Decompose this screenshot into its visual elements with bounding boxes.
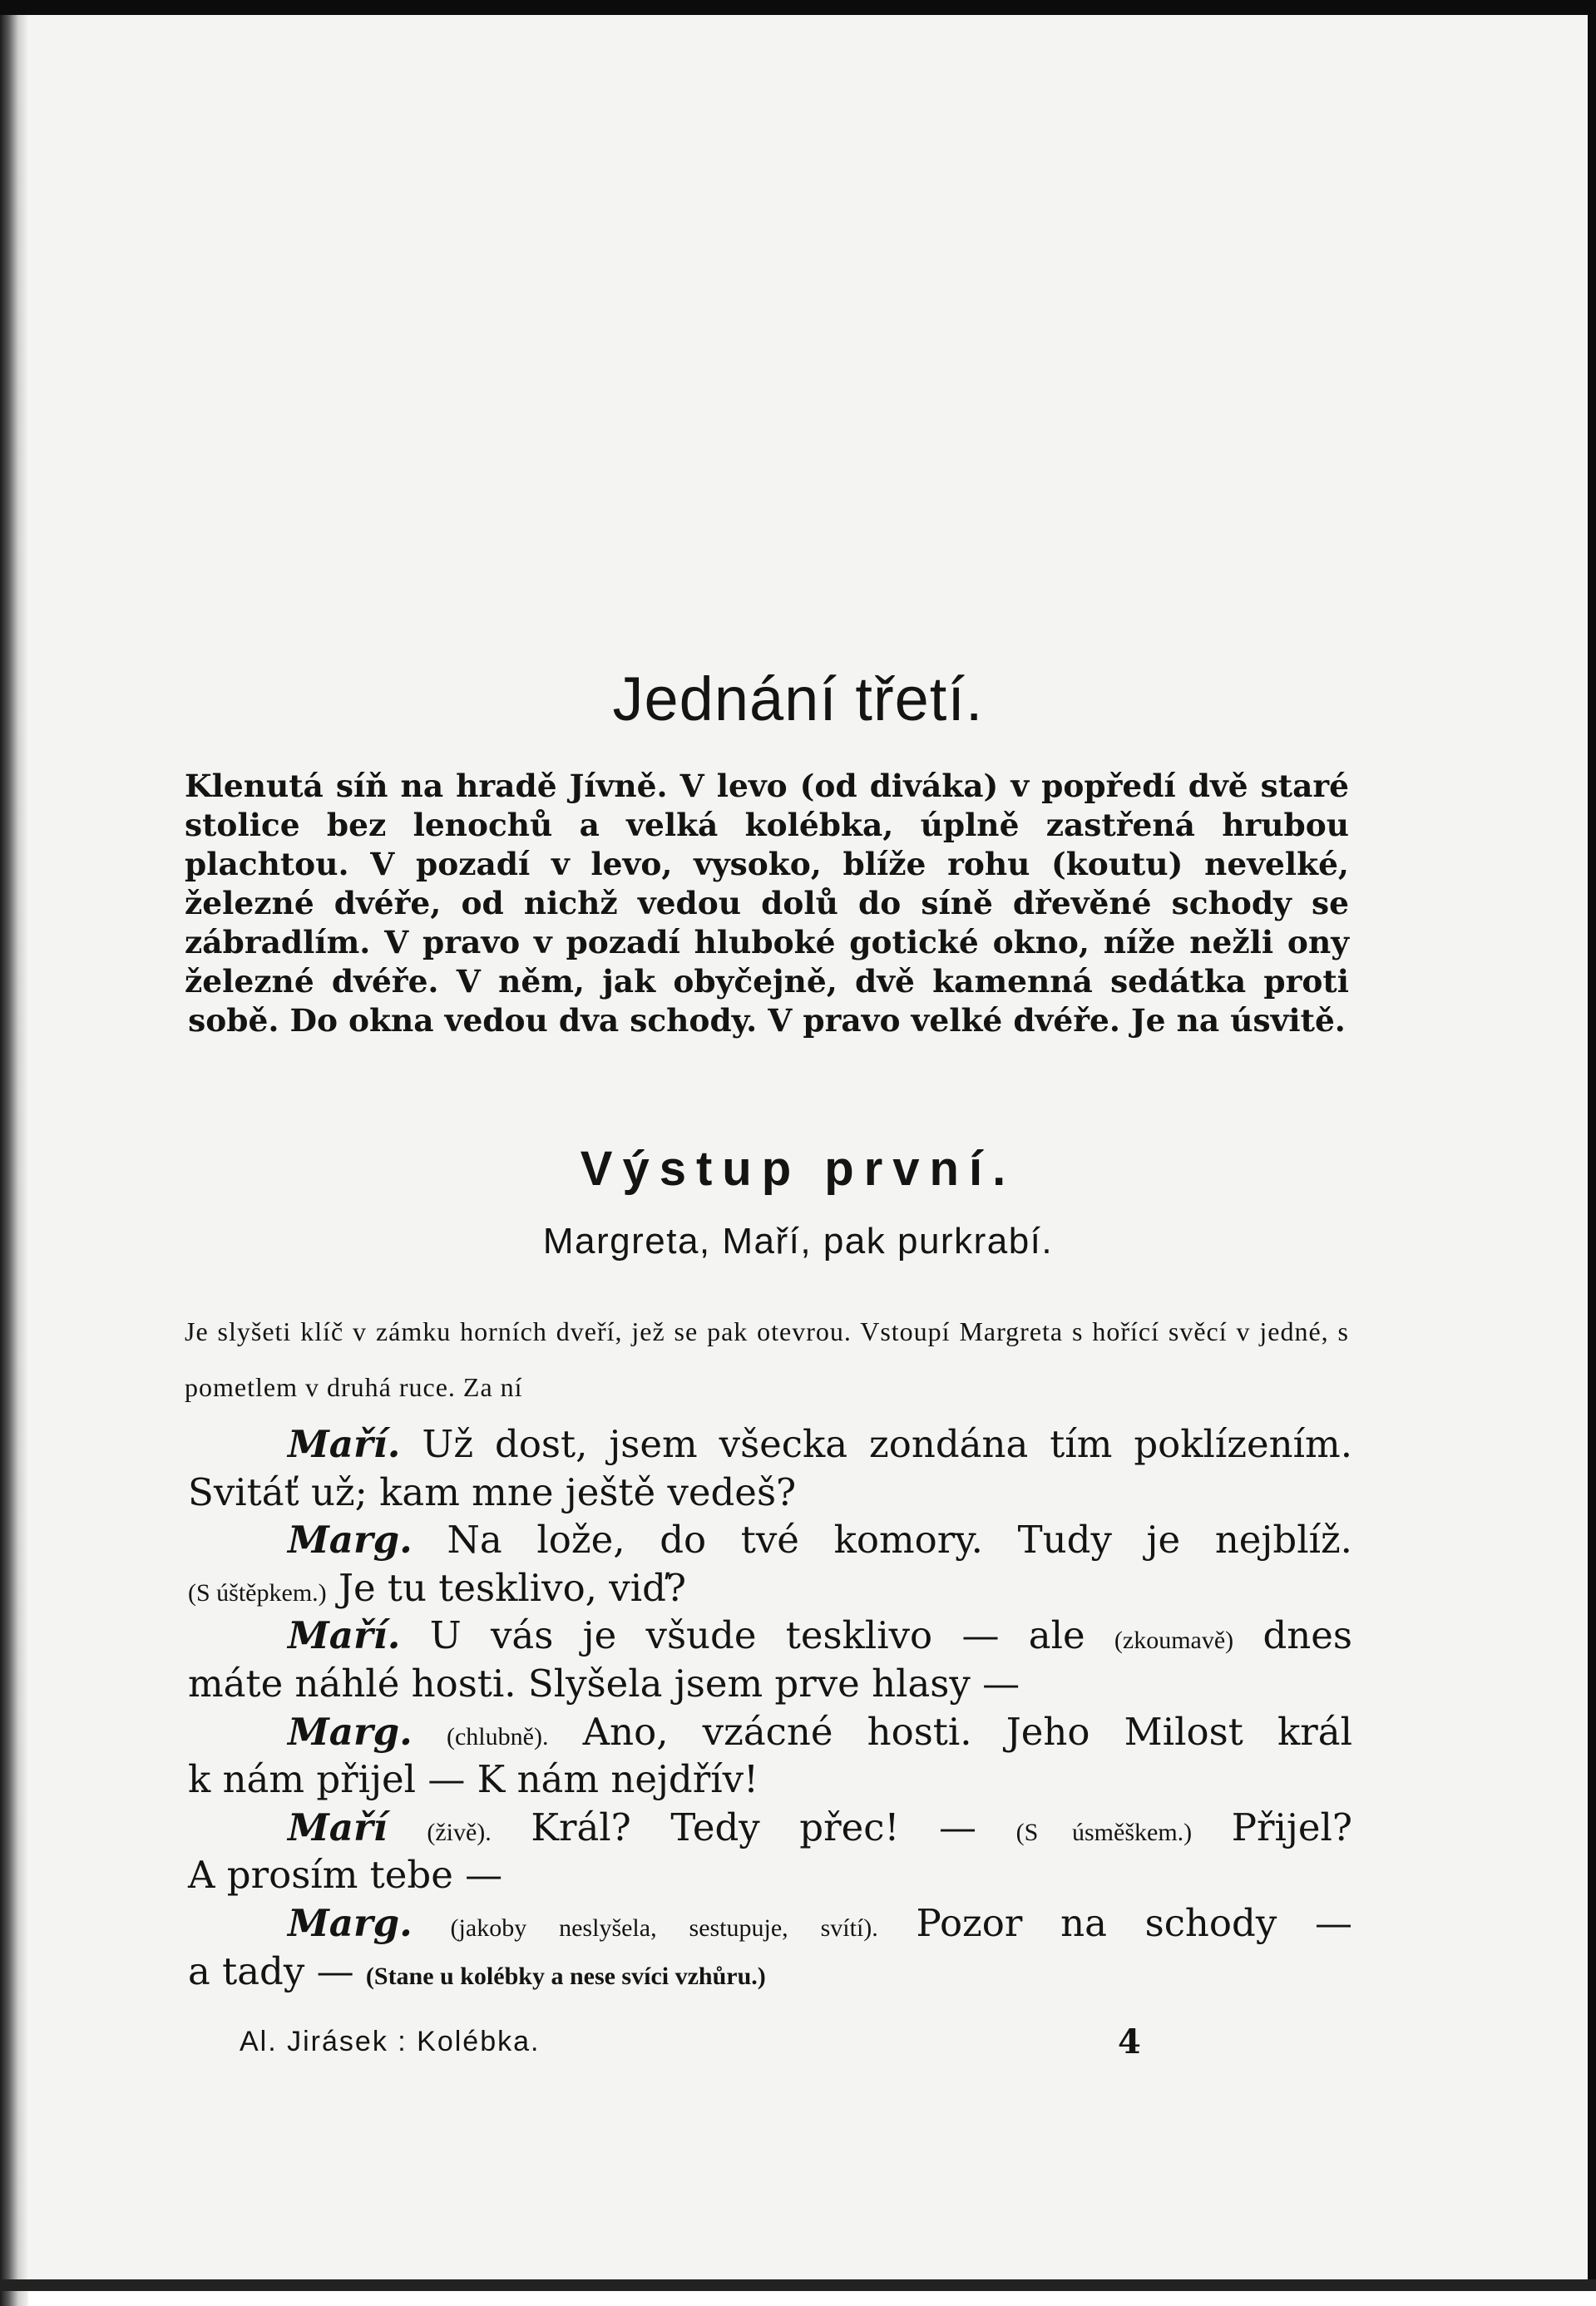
dialogue-line — [188, 1708, 1352, 1756]
page-number: 4 — [1118, 2022, 1141, 2062]
dialogue-text: Už dost, jsem všecka zondána tím poklízením. — [400, 1422, 1352, 1466]
speaker-name: Marg. — [288, 1518, 413, 1563]
footer-author-title: Al. Jirásek : Kolébka. — [240, 2026, 541, 2057]
stage-direction: Je slyšeti klíč v zámku horních dveří, jež se pak otevrou. Vstoupí Margreta s hořící svěcí v jedné, s pometlem v druhá ruce. Za ní — [185, 1316, 1349, 1402]
scene-characters: Margreta, Maří, pak purkrabí. — [542, 1221, 1054, 1262]
dialogue-text: máte náhlé hosti. Slyšela jsem prve hlasy — — [188, 1661, 1020, 1706]
dialogue-text: Král? Tedy přec! — — [491, 1805, 1016, 1849]
stage-aside: (jakoby neslyšela, sestupuje, svítí). — [450, 1913, 878, 1942]
dialogue-text: Ano, vzácné hosti. Jeho Milost král — [548, 1709, 1352, 1754]
page-bottom-edge — [0, 2279, 1596, 2291]
speaker-name: Marg. — [288, 1709, 413, 1754]
dialogue-text: k nám přijel — K nám nejdřív! — [188, 1757, 759, 1802]
act-title: Jednání třetí. — [612, 664, 984, 733]
stage-aside: (Stane u kolébky a nese svíci vzhůru.) — [365, 1962, 766, 1990]
dialogue-line — [188, 1516, 1352, 1564]
speaker-name: Maří — [288, 1805, 388, 1849]
dialogue-line — [188, 1899, 1352, 1948]
speaker-name: Maří. — [288, 1613, 401, 1658]
dialogue-text: Přijel? — [1192, 1805, 1352, 1849]
dialogue-text: U vás je všude tesklivo — ale — [400, 1613, 1114, 1658]
speaker-name: Marg. — [288, 1900, 413, 1945]
dialogue-text: Na lože, do tvé komory. Tudy je nejblíž. — [412, 1518, 1352, 1563]
dialogue-text: A prosím tebe — — [188, 1853, 503, 1898]
dialogue-line — [188, 1948, 1352, 1996]
dialogue-line — [188, 1804, 1352, 1852]
setting-description: Klenutá síň na hradě Jívně. V levo (od diváka) v popředí dvě staré stolice bez lenochů a velká kolébka, úplně zastřená hrubou plachtou. V pozadí v levo, vysoko, blíže rohu (koutu) nevelké, železné dvéře, od nichž vedou dolů do síně dřevěné schody se zábradlím. V pravo v pozadí hluboké gotické okno, níže nežli ony železné dvéře. V něm, jak obyčejně, dvě kamenná sedátka proti sobě. Do okna vedou dva schody. V pravo velké dvéře. Je na úsvitě. — [185, 768, 1349, 1039]
dialogue-line — [188, 1612, 1352, 1660]
dialogue — [188, 1420, 1352, 1995]
stage-aside: (zkoumavě) — [1114, 1627, 1234, 1655]
dialogue-line — [188, 1660, 1352, 1708]
dialogue-line — [188, 1564, 1352, 1612]
dialogue-line — [188, 1420, 1352, 1469]
stage-aside: (živě). — [427, 1818, 492, 1846]
stage-aside: (S úštěpkem.) — [188, 1578, 327, 1607]
dialogue-line — [188, 1851, 1352, 1899]
dialogue-text: Je tu tesklivo, viď? — [326, 1565, 687, 1610]
scene-title: Výstup první. — [580, 1142, 1016, 1196]
speaker-name: Maří. — [288, 1422, 401, 1466]
dialogue-text: a tady — — [188, 1948, 366, 1993]
dialogue-line — [188, 1755, 1352, 1804]
dialogue-line — [188, 1469, 1352, 1517]
stage-aside: (chlubně). — [447, 1722, 549, 1750]
stage-aside: (S úsměškem.) — [1015, 1818, 1193, 1846]
dialogue-text: Svitáť už; kam mne ještě vedeš? — [188, 1469, 797, 1514]
dialogue-text: dnes — [1233, 1613, 1352, 1658]
dialogue-text: Pozor na schody — — [877, 1900, 1352, 1945]
